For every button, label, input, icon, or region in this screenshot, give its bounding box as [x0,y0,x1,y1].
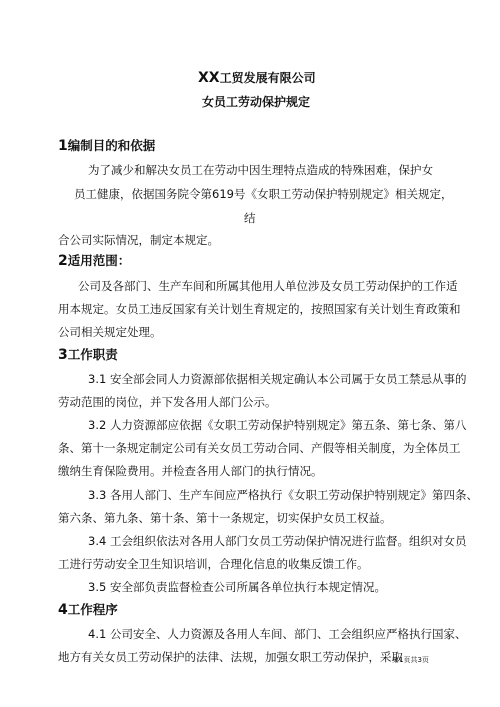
paragraph-line: 3.4 工会组织依法对各用人部门女员工劳动保护情况进行监督。组织对女员 [88,534,467,548]
section-number: 4 [58,602,68,618]
paragraph-line: 第六条、第九条、第十条、第十一条规定，切实保护女员工权益。 [58,511,392,525]
paragraph-line: 3.1 安全部会同人力资源部依据相关规定确认本公司属于女员工禁忌从事的 [88,372,467,386]
paragraph-line: 缴纳生育保险费用。并检查各用人部门的执行情况。 [58,464,323,478]
paragraph-line: 条、第十一条规定制定公司有关女员工劳动合同、产假等相关制度，为全体员工 [58,441,461,455]
paragraph-line: 合公司实际情况，制定本规定。 [58,233,219,247]
section-heading [58,139,155,153]
paragraph-line: 3.5 安全部负责监督检查公司所属各单位执行本规定情况。 [88,580,386,594]
section-number: 2 [58,253,68,269]
paragraph-line: 4.1 公司安全、人力资源及各用人车间、部门、工会组织应严格执行国家、 [88,627,467,641]
paragraph-line: 3.2 人力资源部应依据《女职工劳动保护特别规定》第五条、第七条、第八 [88,418,467,432]
company-name-rest: 工贸发展有限公司 [219,71,316,85]
paragraph-line: 劳动范围的岗位，并下发各用人部门公示。 [58,395,277,409]
paragraph-line: 用本规定。女员工违反国家有关计划生育规定的，按照国家有关计划生育政策和 [58,302,461,316]
section-title: 编制目的和依据 [67,138,156,153]
section-title: 工作职责 [67,347,118,362]
company-prefix: XX [198,70,220,86]
company-name [198,71,316,85]
document-title: 女员工劳动保护规定 [202,95,311,109]
section-heading [58,348,118,362]
paragraph-line: 地方有关女员工劳动保护的法律、法规，加强女职工劳动保护，采取 [58,650,403,664]
paragraph-line: 3.3 各用人部门、生产车间应严格执行《女职工劳动保护特别规定》第四条、 [88,488,478,502]
section-number: 3 [58,347,68,363]
section-heading [58,603,118,617]
section-title: 适用范围： [67,253,131,268]
section-title: 工作程序 [67,602,118,617]
paragraph-line: 公司相关规定处理。 [58,325,162,339]
page-number-label: 第1页共3页 [392,656,429,664]
paragraph-line: 公司及各部门、生产车间和所属其他用人单位涉及女员工劳动保护的工作适 [78,279,458,293]
paragraph-line: 员工健康，依据国务院令第619号《女职工劳动保护特别规定》相关规定， [74,187,453,201]
paragraph-line: 结 [244,211,256,225]
paragraph-line: 为了减少和解决女员工在劳动中因生理特点造成的特殊困难，保护女 [88,163,433,177]
section-heading [58,254,130,268]
section-number: 1 [58,138,68,154]
paragraph-line: 工进行劳动安全卫生知识培训，合理化信息的收集反馈工作。 [58,557,369,571]
